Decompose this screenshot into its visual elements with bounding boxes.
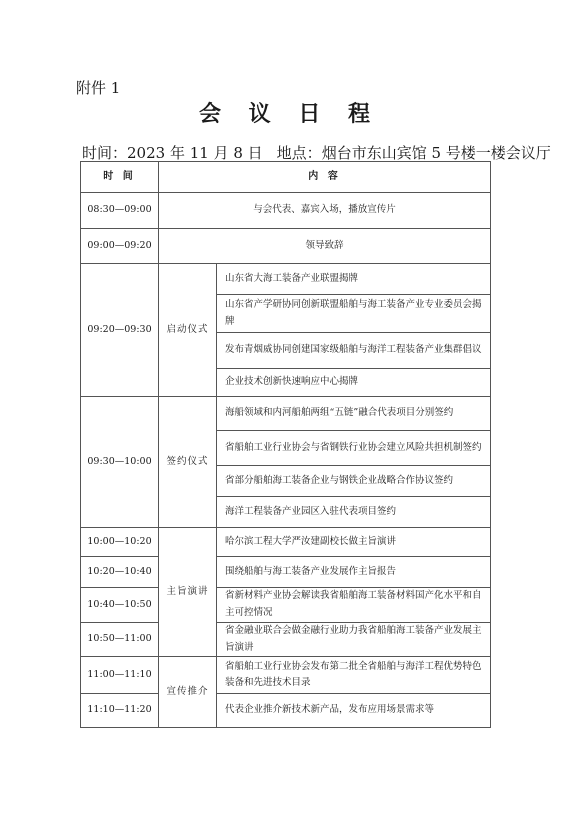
header-time: 时 间 xyxy=(81,162,159,193)
section-label: 签约仪式 xyxy=(159,397,217,528)
table-row xyxy=(81,528,491,557)
list-item: 海船领域和内河船舶两组“五链”融合代表项目分别签约 xyxy=(217,397,491,431)
list-item: 省金融业联合会做金融行业助力我省船舶海工装备产业发展主旨演讲 xyxy=(217,623,491,657)
row-time: 10:40—10:50 xyxy=(81,588,159,623)
list-item: 省新材料产业协会解读我省船舶海工装备材料国产化水平和自主可控情况 xyxy=(217,588,491,623)
table-row xyxy=(81,397,491,431)
list-item: 省部分船舶海工装备企业与钢铁企业战略合作协议签约 xyxy=(217,466,491,497)
list-item: 省船舶工业行业协会发布第二批全省船舶与海洋工程优势特色装备和先进技术目录 xyxy=(217,657,491,694)
row-content: 与会代表、嘉宾入场，播放宣传片 xyxy=(159,193,491,229)
list-item: 山东省大海工装备产业联盟揭牌 xyxy=(217,264,491,295)
table-row xyxy=(81,264,491,295)
list-item: 发布青烟威协同创建国家级船舶与海洋工程装备产业集群倡议 xyxy=(217,333,491,369)
table-row xyxy=(81,557,491,588)
place-value: 烟台市东山宾馆 5 号楼一楼会议厅 xyxy=(321,144,551,162)
table-row xyxy=(81,229,491,264)
list-item: 哈尔滨工程大学严汝建副校长做主旨演讲 xyxy=(217,528,491,557)
attachment-label: 附件 1 xyxy=(76,79,121,97)
list-item: 代表企业推介新技术新产品，发布应用场景需求等 xyxy=(217,694,491,728)
schedule-table xyxy=(80,161,491,728)
table-row xyxy=(81,623,491,657)
list-item: 海洋工程装备产业园区入驻代表项目签约 xyxy=(217,497,491,528)
time-label: 时间： xyxy=(82,144,128,162)
table-row xyxy=(81,193,491,229)
row-time: 09:20—09:30 xyxy=(81,264,159,397)
list-item: 山东省产学研协同创新联盟船舶与海工装备产业专业委员会揭牌 xyxy=(217,295,491,333)
section-label: 主旨演讲 xyxy=(159,528,217,657)
time-value: 2023 年 11 月 8 日 xyxy=(127,144,263,162)
row-time: 09:30—10:00 xyxy=(81,397,159,528)
table-row xyxy=(81,588,491,623)
row-time: 09:00—09:20 xyxy=(81,229,159,264)
row-time: 11:00—11:10 xyxy=(81,657,159,694)
list-item: 省船舶工业行业协会与省钢铁行业协会建立风险共担机制签约 xyxy=(217,431,491,466)
row-time: 11:10—11:20 xyxy=(81,694,159,728)
row-time: 10:00—10:20 xyxy=(81,528,159,557)
list-item: 围绕船舶与海工装备产业发展作主旨报告 xyxy=(217,557,491,588)
table-row xyxy=(81,694,491,728)
section-label: 启动仪式 xyxy=(159,264,217,397)
table-header-row xyxy=(81,162,491,193)
row-time: 10:20—10:40 xyxy=(81,557,159,588)
meeting-meta xyxy=(82,142,551,163)
table-row xyxy=(81,657,491,694)
row-content: 领导致辞 xyxy=(159,229,491,264)
row-time: 10:50—11:00 xyxy=(81,623,159,657)
page-title: 会 议 日 程 xyxy=(199,101,380,127)
section-label: 宣传推介 xyxy=(159,657,217,728)
list-item: 企业技术创新快速响应中心揭牌 xyxy=(217,369,491,397)
header-content: 内 容 xyxy=(159,162,491,193)
place-label: 地点： xyxy=(276,144,322,162)
row-time: 08:30—09:00 xyxy=(81,193,159,229)
